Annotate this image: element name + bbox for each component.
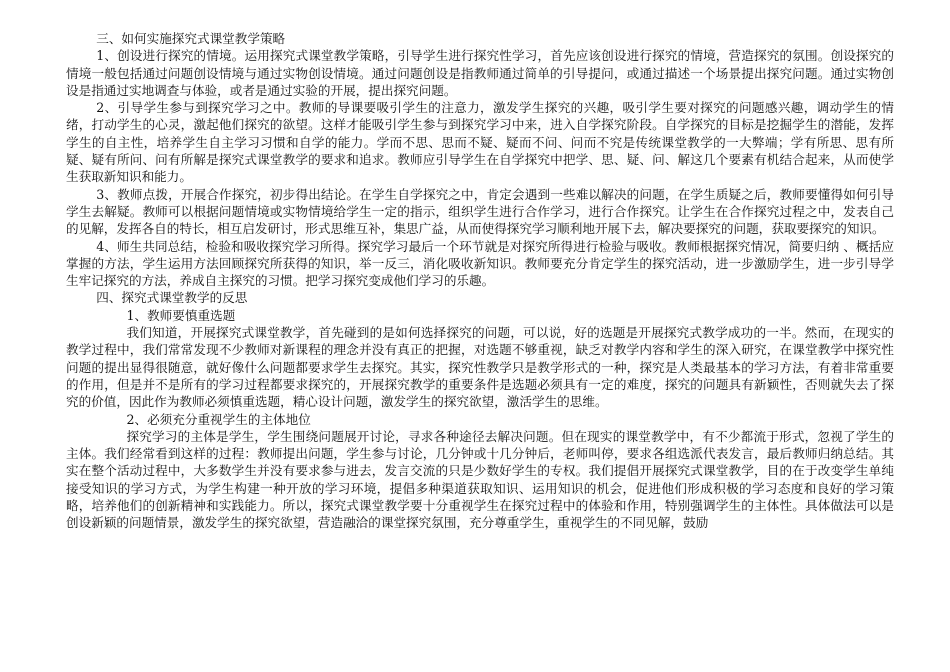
section-3-paragraph-1: 1、创设进行探究的情境。运用探究式课堂教学策略，引导学生进行探究性学习，首先应该创设进行探究的情境，营造探究的氛围。创设探究的情境一般包括通过问题创设情境与通过实物创设情境。通过问题创设是指教师通过简单的引导提问，或通过描述一个场景提出探究问题。通过实物创设是指通过实地调查与体验，或者是通过实验的开展，提出探究问题。 (66, 48, 894, 98)
section-3-paragraph-4: 4、师生共同总结，检验和吸收探究学习所得。探究学习最后一个环节就是对探究所得进行检验与吸收。教师根据探究情况，简要归纳 、概括应掌握的方法，学生运用方法回顾探究所获得的知识，举一反三，消化吸收新知识。教师要充分肯定学生的探究活动，进一步激励学生，进一步引导学生牢记探究的方法，养成自主探究的习惯。把学习探究变成他们学习的乐趣。 (66, 238, 894, 289)
document-page (66, 30, 894, 532)
section-4-paragraph-1: 我们知道，开展探究式课堂教学，首先碰到的是如何选择探究的问题，可以说，好的选题是开展探究式教学成功的一半。然而，在现实的教学过程中，我们常常发现不少教师对新课程的理念并没有真正的把握，对选题不够重视，缺乏对教学内容和学生的深入研究，在课堂教学中探究性问题的提出显得很随意，就好像什么问题都要求学生去探究。其实，探究性教学只是教学形式的一种，探究是人类最基本的学习方法，有着非常重要的作用，但是并不是所有的学习过程都要求探究的，开展探究教学的重要条件是选题必须具有一定的难度，探究的问题具有新颖性，否则就失去了探究的价值，因此作为教师必须慎重选题，精心设计问题，激发学生的探究欲望，激活学生的思维。 (66, 325, 894, 410)
section-4-heading: 四、探究式课堂教学的反思 (96, 290, 248, 306)
section-3-heading: 三、如何实施探究式课堂教学策略 (96, 31, 286, 46)
section-3-paragraph-3: 3、教师点拨，开展合作探究，初步得出结论。在学生自学探究之中，肯定会遇到一些难以解决的问题，在学生质疑之后，教师要懂得如何引导学生去解疑。教师可以根据问题情境或实物情境给学生一定的指示，组织学生进行合作学习，进行合作探究。让学生在合作探究过程之中，发表自己的见解，发挥各自的特长，相互启发研讨，形式思维互补，集思广益，从而使得探究学习顺利地开展下去，解决要探究的问题，获取要探究的知识。 (66, 186, 894, 237)
section-4-paragraph-2: 探究学习的主体是学生，学生围绕问题展开讨论，寻求各种途径去解决问题。但在现实的课堂教学中，有不少都流于形式，忽视了学生的主体。我们经常看到这样的过程：教师提出问题，学生参与讨论，几分钟或十几分钟后，老师叫停，要求各组选派代表发言，最后教师归纳总结。其实在整个活动过程中，大多数学生并没有要求参与进去，发言交流的只是少数好学生的专权。我们提倡开展探究式课堂教学，目的在于改变学生单纯接受知识的学习方式，为学生构建一种开放的学习环境，提倡多种渠道获取知识、运用知识的机会，促进他们形成积极的学习态度和良好的学习策略，培养他们的创新精神和实践能力。所以，探究式课堂教学要十分重视学生在探究过程中的体验和作用，特别强调学生的主体性。具体做法可以是创设新颖的问题情景，激发学生的探究欲望，营造融洽的课堂探究氛围，充分尊重学生，重视学生的不同见解，鼓励 (66, 428, 894, 531)
section-4-subheading-1: 1、教师要慎重选题 (126, 307, 236, 323)
section-4-subheading-2: 2、必须充分重视学生的主体地位 (126, 411, 311, 427)
section-3-paragraph-2: 2、引导学生参与到探究学习之中。教师的导课要吸引学生的注意力，激发学生探究的兴趣，吸引学生要对探究的问题感兴趣，调动学生的情绪，打动学生的心灵，激起他们探究的欲望。这样才能吸引学生参与到探究学习中来，进入自学探究阶段。自学探究的目标是挖掘学生的潜能，发挥学生的自主性，培养学生自主学习习惯和自学的能力。学而不思、思而不疑、疑而不问、问而不究是传统课堂教学的一大弊端；学有所思、思有所疑、疑有所问、问有所解是探究式课堂教学的要求和追求。教师应引导学生在自学探究中把学、思、疑、问、解这几个要素有机结合起来，从而使学生获取新知识和能力。 (66, 100, 894, 185)
